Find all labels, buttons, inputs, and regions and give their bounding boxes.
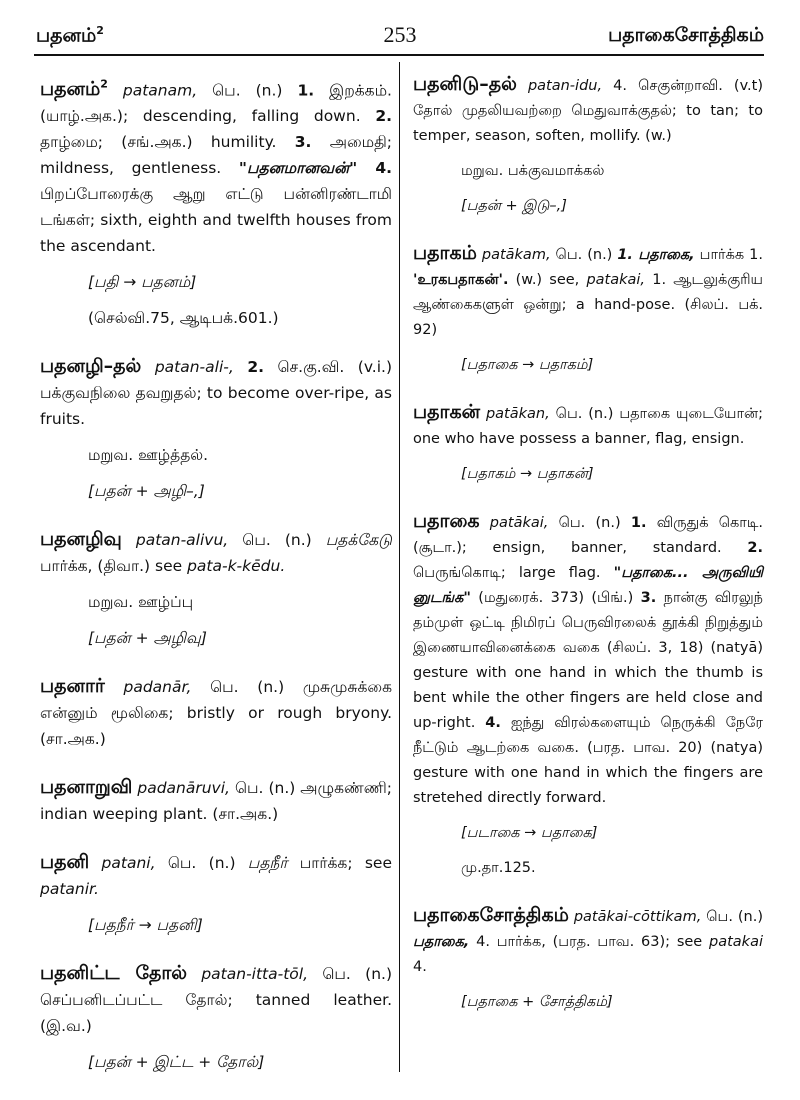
transliteration: patākai-cōttikam,: [568, 909, 702, 925]
entry-padanaruvi: பதனாறுவி padanāruvi, பெ. (n.) அழுகண்ணி; indian weeping plant. (சா.அக.): [40, 776, 392, 824]
transliteration: patan-idu,: [516, 78, 603, 94]
headword: பதனழிவு: [40, 528, 122, 551]
reference: மு.தா.125.: [461, 860, 536, 876]
etymology: [பதி → பதனம்]: [88, 273, 197, 292]
etymology: [பதன் + இடு–,]: [461, 198, 567, 214]
reference: (செல்வி.75, ஆடிபக்.601.): [88, 309, 279, 328]
entry-patan-itta-tol: பதனிட்ட தோல் patan-itta-tōl, பெ. (n.) செப்பனிடப்பட்ட தோல்; tanned leather. (இ.வ.) [பதன் + இட்ட + தோல்]: [40, 960, 392, 1075]
transliteration: patan-alivu,: [121, 531, 229, 550]
transliteration: patākai,: [479, 515, 549, 531]
headword: பதாகை: [413, 510, 480, 532]
entry-patan-ali: பதனழி–தல் patan-ali-, 2. செ.கு.வி. (v.i.) பக்குவநிலை தவறுதல்; to become over-ripe, as fruits. மறுவ. ஊழ்த்தல். [பதன் + அழி–,]: [40, 353, 392, 504]
cross-reference: பதக்கேடு: [325, 531, 393, 550]
entry-patakan: பதாகன் patākan, பெ. (n.) பதாகை யுடையோன்; one who have possess a banner, flag, ensign. [பதாகம் → பதாகன்]: [413, 400, 763, 487]
header-rule: [34, 54, 764, 56]
cross-reference: பதாகை,: [413, 934, 470, 950]
transliteration: patākam,: [476, 247, 551, 263]
column-divider: [399, 62, 400, 1072]
etymology: [பதநீர் → பதனி]: [88, 916, 203, 935]
etymology: [பதாகை → பதாகம்]: [461, 357, 594, 373]
headword: பதனழி–தல்: [40, 355, 142, 378]
entry-padanar: பதனார் padanār, பெ. (n.) முசுமுசுக்கை என்னும் மூலிகை; bristly or rough bryony. (சா.அக.): [40, 675, 392, 749]
transliteration: patanam,: [122, 81, 198, 100]
quote: "பதாகை... அருவியி னுடங்க": [413, 565, 763, 606]
synonym: மறுவ. ஊழ்ப்பு: [88, 593, 194, 612]
headword: பதனிடு–தல்: [413, 73, 517, 95]
headword: பதனி: [40, 851, 90, 874]
etymology: [பதன் + இட்ட + தோல்]: [88, 1053, 265, 1072]
headword: பதனாறுவி: [40, 776, 133, 799]
cross-reference: பதாகை,: [632, 247, 695, 263]
etymology: [பதன் + அழி–,]: [88, 482, 205, 501]
transliteration: patākan,: [480, 406, 550, 422]
header-right-guideword: பதாகைசோத்திகம்: [608, 24, 764, 46]
page-header: [36, 18, 764, 54]
transliteration: patan-ali-,: [141, 358, 234, 377]
quote: "பதனமானவன்": [238, 159, 358, 178]
headword: பதாகைசோத்திகம்: [413, 904, 569, 926]
entry-patakai-cottikam: பதாகைசோத்திகம் patākai-cōttikam, பெ. (n.) பதாகை, 4. பார்க்க, (பரத. பாவ. 63); see patakai 4. [பதாகை + சோத்திகம்]: [413, 903, 763, 1015]
headword: பதனார்: [40, 675, 105, 698]
transliteration: patani,: [89, 854, 156, 873]
transliteration: patan-itta-tōl,: [187, 965, 309, 984]
headword: பதாகம்: [413, 242, 477, 264]
etymology: [பதன் + அழிவு]: [88, 629, 207, 648]
transliteration: padanāruvi,: [132, 779, 230, 798]
headword: பதனம்$^2$: [40, 78, 108, 101]
quote: 'உரகபதாகன்'.: [413, 272, 509, 288]
etymology: [பதாகம் → பதாகன்]: [461, 466, 594, 482]
etymology: [பதாகை + சோத்திகம்]: [461, 994, 613, 1010]
cross-reference: பதநீர்: [247, 854, 288, 873]
page-number: 253: [383, 22, 417, 47]
header-left-guideword: பதனம்$^2$: [36, 24, 104, 47]
entry-patanam: பதனம்$^2$ patanam, பெ. (n.) 1. இறக்கம். (யாழ்.அக.); descending, falling down. 2. தாழ்மை; (சங்.அக.) humility. 3. அமைதி; mildness, gentleness. "பதனமானவன்" 4. பிறப்போரைக்கு ஆறு எட்டு பன்னிரண்டாமி டங்கள்; sixth, eighth and twelfth houses from the ascendant. [பதி → பதனம்] (செல்வி.75, ஆடிபக்.601.): [40, 72, 392, 331]
right-column: [413, 72, 763, 1037]
synonym: மறுவ. ஊழ்த்தல்.: [88, 446, 209, 465]
headword: பதனிட்ட தோல்: [40, 962, 188, 985]
synonym: மறுவ. பக்குவமாக்கல்: [461, 163, 605, 179]
left-column: [40, 72, 392, 1097]
entry-patan-idu: பதனிடு–தல் patan-idu, 4. செகுன்றாவி. (v.t) தோல் முதலியவற்றை மெதுவாக்குதல்; to tan; to temper, season, soften, mollify. (w.) மறுவ. பக்குவமாக்கல் [பதன் + இடு–,]: [413, 72, 763, 219]
entry-patan-alivu: பதனழிவு patan-alivu, பெ. (n.) பதக்கேடு பார்க்க, (திவா.) see pata-k-kēdu. மறுவ. ஊழ்ப்பு [பதன் + அழிவு]: [40, 526, 392, 651]
headword: பதாகன்: [413, 401, 481, 423]
transliteration: padanār,: [104, 678, 192, 697]
entry-patani: பதனி patani, பெ. (n.) பதநீர் பார்க்க; see patanir. [பதநீர் → பதனி]: [40, 849, 392, 938]
entry-patakam: பதாகம் patākam, பெ. (n.) 1. பதாகை, பார்க்க 1. 'உரகபதாகன்'. (w.) see, patakai, 1. ஆடலுக்குரிய ஆண்கைகளுள் ஒன்று; a hand-pose. (சிலப். பக். 92) [பதாகை → பதாகம்]: [413, 241, 763, 378]
entry-patakai: பதாகை patākai, பெ. (n.) 1. விருதுக் கொடி. (சூடா.); ensign, banner, standard. 2. பெருங்கொடி; large flag. "பதாகை... அருவியி னுடங்க" (மதுரைக். 373) (பிங்.) 3. நான்கு விரலுந் தம்முள் ஒட்டி நிமிரப் பெருவிரலைக் தூக்கி நிறுத்தும் இணையாவினைக்கை வகை (சிலப். 3, 18) (natyā) gesture with one hand in which the thumb is bent while the other fingers are held close and up-right. 4. ஐந்து விரல்களையும் நெருக்கி நேரே நீட்டும் ஆடற்கை வகை. (பரத. பாவ. 20) (natya) gesture with one hand in which the fingers are stretehed directly forward. [படாகை → பதாகை] மு.தா.125.: [413, 509, 763, 881]
etymology: [படாகை → பதாகை]: [461, 825, 598, 841]
